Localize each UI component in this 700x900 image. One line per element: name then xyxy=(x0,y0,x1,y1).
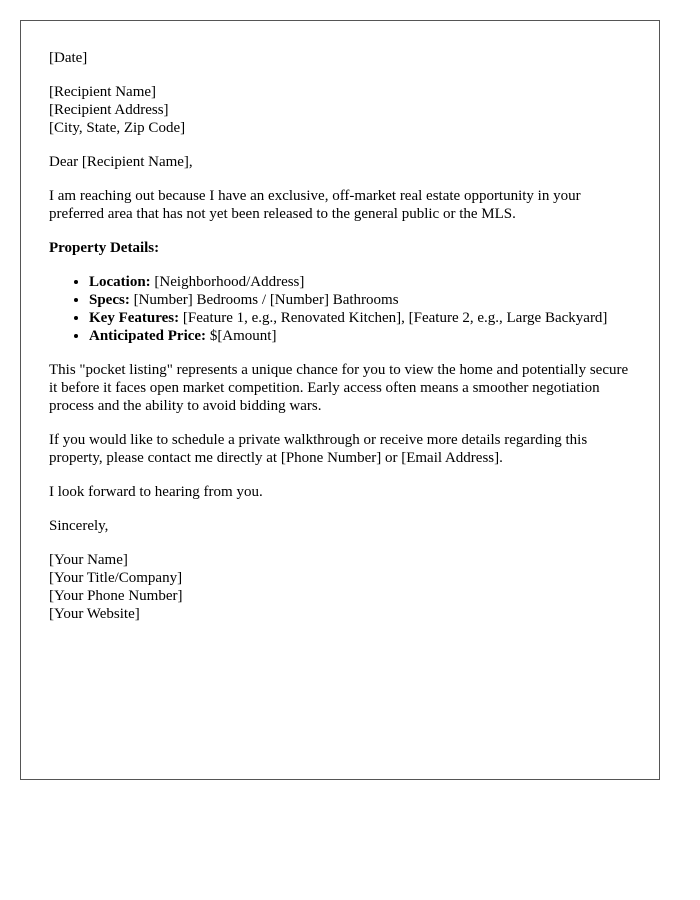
sender-phone: [Your Phone Number] xyxy=(49,588,183,604)
intro-paragraph: I am reaching out because I have an exclusive, off-market real estate opportunity in your preferred area that has not yet been released to the general public or the MLS. xyxy=(49,188,581,222)
contact-paragraph: If you would like to schedule a private walkthrough or receive more details regarding this property, please contact me directly at [Phone Number] or [Email Address]. xyxy=(49,432,588,466)
detail-value: [Number] Bedrooms / [Number] Bathrooms xyxy=(133,292,399,308)
signoff: Sincerely, xyxy=(49,518,109,534)
detail-value: [Feature 1, e.g., Renovated Kitchen], [Feature 2, e.g., Large Backyard] xyxy=(182,310,608,326)
sender-block xyxy=(49,551,631,623)
sender-title-company: [Your Title/Company] xyxy=(49,570,183,586)
recipient-city-state-zip: [City, State, Zip Code] xyxy=(49,120,186,136)
sender-website: [Your Website] xyxy=(49,606,140,622)
letter-date: [Date] xyxy=(49,50,88,66)
details-heading xyxy=(49,239,631,257)
detail-label: Specs: xyxy=(89,292,130,308)
detail-value: [Neighborhood/Address] xyxy=(154,274,305,290)
property-details-list xyxy=(49,273,631,345)
pocket-listing-paragraph: This "pocket listing" represents a unique chance for you to view the home and potentially secure it before it faces open market competition. Early access often means a smoother negotiation process and the ability to avoid bidding wars. xyxy=(49,362,629,414)
details-heading-text: Property Details: xyxy=(49,240,160,256)
sender-name: [Your Name] xyxy=(49,552,128,568)
detail-label: Key Features: xyxy=(89,310,180,326)
detail-location xyxy=(89,273,631,291)
recipient-name: [Recipient Name] xyxy=(49,84,157,100)
recipient-block xyxy=(49,83,631,137)
detail-price xyxy=(89,327,631,345)
detail-label: Location: xyxy=(89,274,151,290)
salutation: Dear [Recipient Name], xyxy=(49,154,193,170)
detail-key-features xyxy=(89,309,631,327)
detail-value: $[Amount] xyxy=(209,328,277,344)
closing-line: I look forward to hearing from you. xyxy=(49,484,263,500)
letter-page xyxy=(20,20,660,780)
detail-specs xyxy=(89,291,631,309)
recipient-address: [Recipient Address] xyxy=(49,102,169,118)
detail-label: Anticipated Price: xyxy=(89,328,207,344)
